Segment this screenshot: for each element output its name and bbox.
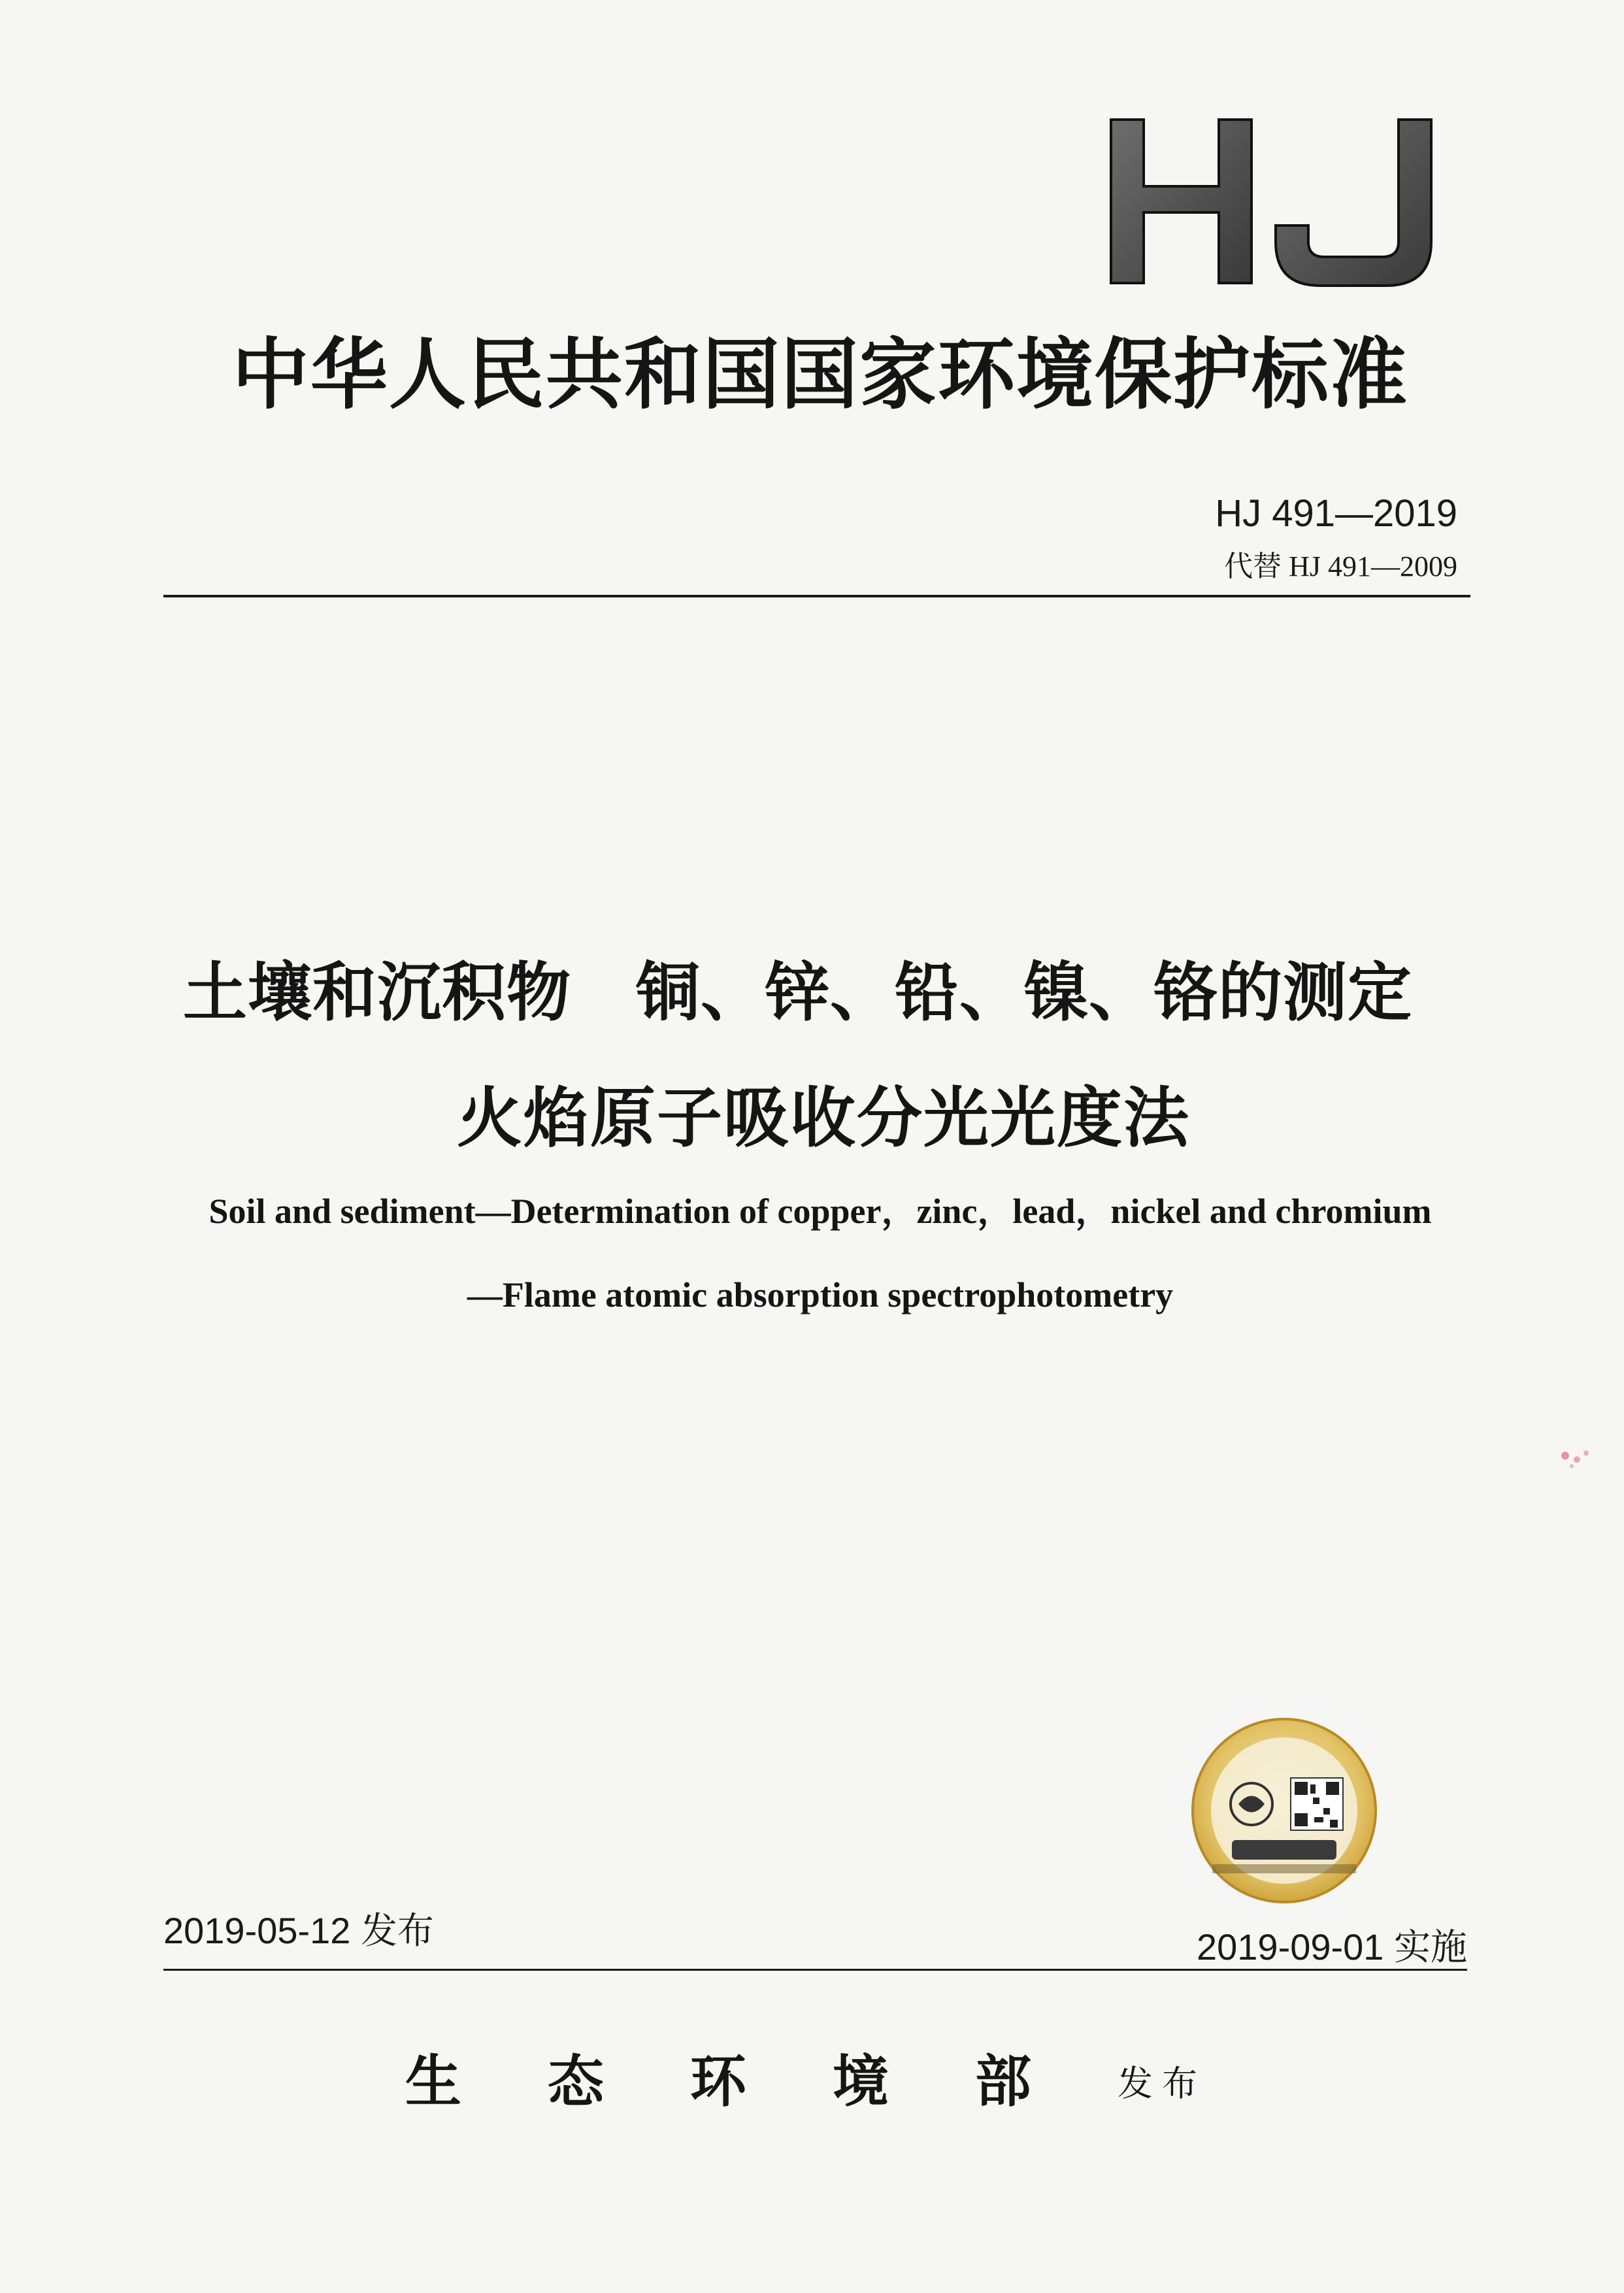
- issuer-char: 部: [975, 2049, 1031, 2115]
- implementation-date: 2019-09-01 实施: [1196, 1926, 1467, 1967]
- issuer: [405, 2036, 1206, 2117]
- standard-code: HJ 491—2019: [1215, 492, 1457, 535]
- title-en-line1: Soil and sediment—Determination of copper，zinc，lead，nickel and chromium: [208, 1192, 1432, 1231]
- standard-type-title: 中华人民共和国国家环境保护标准: [231, 329, 1408, 420]
- issuer-char: 境: [833, 2049, 889, 2115]
- footer-divider: [163, 1969, 1467, 1971]
- issuer-char: 生: [405, 2049, 461, 2115]
- replaces-code: 代替 HJ 491—2009: [1224, 550, 1457, 582]
- title-en-line2: —Flame atomic absorption spectrophotometry: [467, 1275, 1174, 1314]
- red-ink-mark-icon: [1552, 1441, 1598, 1474]
- issue-date: 2019-05-12 发布: [163, 1910, 435, 1951]
- hj-logo: [1104, 114, 1444, 291]
- issuer-char: 环: [690, 2049, 746, 2115]
- title-cn-line1: 土壤和沉积物 铜、锌、铅、镍、铬的测定: [183, 956, 1413, 1030]
- anti-counterfeit-seal-icon: [1186, 1713, 1382, 1909]
- title-cn-line2: 火焰原子吸收分光光度法: [457, 1080, 1190, 1156]
- header-divider: [163, 595, 1470, 597]
- issuer-char: 态: [548, 2049, 604, 2115]
- issuer-suffix: 发布: [1118, 2063, 1206, 2104]
- bleed-through-text: [248, 647, 1425, 688]
